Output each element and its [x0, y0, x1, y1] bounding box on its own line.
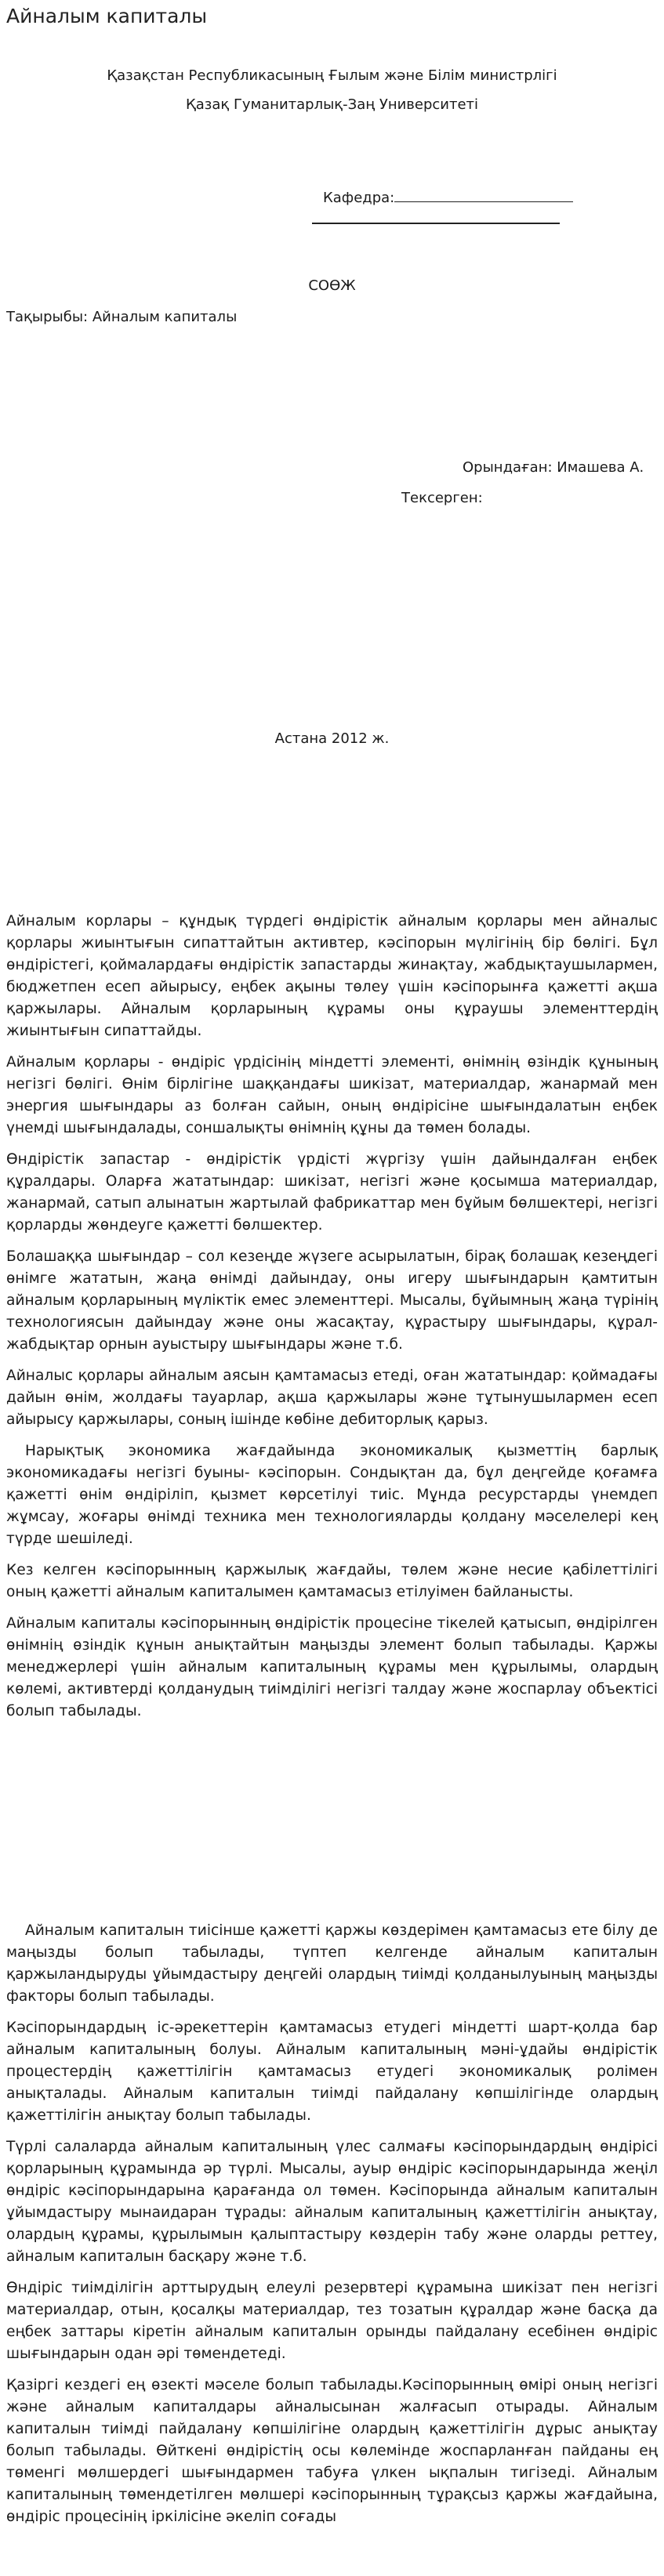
- paragraph: Нарықтық экономика жағдайында экономикалық қызметтің барлық экономикадағы негізгі буыны- кәсіпорын. Сондықтан да, бұл деңгейде қоғамға қажетті өнім өндіріліп, қызмет көрсетілуі тиіс. Мұнда ресурстарды үнемдеп жұмсау, жоғары өнімді техника мен технологияларды қолдану мәселелері кең түрде шешіледі.: [6, 1443, 658, 1547]
- reviewer-line: Тексерген:: [401, 490, 483, 506]
- document-title: Айналым капиталы: [6, 5, 208, 27]
- department-underline: [394, 201, 573, 202]
- paragraph: Айналым капиталы кәсіпорынның өндірістік процесіне тікелей қатысып, өндірілген өнімнің өзіндік құнын анықтайтын маңызды элемент болып табылады. Қаржы менеджерлері үшін айналым капиталының құрамы мен құрылымы, олардың көлемі, активтерді қолданудың тиімділігі негізгі талдау және жоспарлау объектісі болып табылады.: [6, 1615, 658, 1719]
- paragraph: Өндіріс тиімділігін арттырудың елеулі резервтері құрамына шикізат пен негізгі материалдар, отын, қосалқы материалдар, тез тозатын құралдар және басқа да еңбек заттары кіретін айналым капиталын орынды пайдалану есебінен өндіріс шығындарын одан әрі төмендетеді.: [6, 2280, 658, 2362]
- paragraph: Айналым қорлары - өндіріс үрдісінің міндетті элементі, өнімнің өзіндік құнының негізгі бөлігі. Өнім бірлігіне шаққандағы шикізат, материалдар, жанармай мен энергия шығындары аз болған сайын, оның өндірісіне шығындалатын еңбек үнемді шығындалады, соншалықты өнімнің құны да төмен болады.: [6, 1054, 658, 1136]
- paragraph: Кез келген кәсіпорынның қаржылық жағдайы, төлем және несие қабілеттілігі оның қажетті айналым капиталымен қамтамасыз етілуімен байланысты.: [6, 1562, 658, 1600]
- section-2: [6, 1920, 658, 2538]
- paragraph: Айналыс қорлары айналым аясын қамтамасыз етеді, оған жататындар: қоймадағы дайын өнім, жолдағы тауарлар, ақша қаржылары және тұтынушылармен есеп айырысу қаржылары, соның ішінде көбіне дебиторлық қарыз.: [6, 1368, 658, 1428]
- paragraph: Кәсіпорындардың іс-әрекеттерін қамтамасыз етудегі міндетті шарт-қолда бар айналым капиталының болуы. Айналым капиталының мәні-ұдайы өндірістік процестердің қажеттілігін қамтамасыз етудегі экономикалық ролімен анықталады. Айналым капиталын тиімді пайдалану көпшілігінде олардың қажеттілігін анықтау болып табылады.: [6, 2020, 658, 2124]
- performer-line: Орындаған: Имашева А.: [463, 459, 644, 476]
- paragraph: Қазіргі кездегі ең өзекті мәселе болып табылады.Кәсіпорынның өмірі оның негізгі және айналым капиталдары айналысынан жалғасып отырады. Айналым капиталын тиімді пайдалану көпшілігіне олардың қажеттілігін дұрыс анықтау болып табылады. Өйткені өндірістің осы көлемінде жоспарланған пайданы ең төменгі мөлшердегі шығындармен табуға үлкен ықпалын тигізеді. Айналым капиталының төмендетілген мөлшері кәсіпорынның тұрақсыз қаржы жағдайына, өндіріс процесінің іркілісіне әкеліп соғады: [6, 2377, 658, 2525]
- work-type: СОӨЖ: [308, 277, 356, 294]
- topic-line: Тақырыбы: Айналым капиталы: [6, 309, 238, 325]
- city-year: Астана 2012 ж.: [274, 730, 390, 747]
- department-underline-second: [312, 223, 560, 224]
- university-line: Қазақ Гуманитарлық-Заң Университеті: [185, 96, 479, 113]
- department-label: Кафедра:: [323, 190, 395, 206]
- paragraph: Болашаққа шығындар – сол кезеңде жүзеге асырылатын, бірақ болашақ кезеңдегі өнімге жататын, жаңа өнімді дайындау, оны игеру шығындарын қамтитын айналым қорларының мүліктік емес элементтері. Мысалы, бұйымның жаңа түрінің технологиясын дайындау және оны жасақтау, құрастыру шығындары, құрал-жабдықтар орнын ауыстыру шығындары және т.б.: [6, 1248, 658, 1353]
- paragraph: Өндірістік запастар - өндірістік үрдісті жүргізу үшін дайындалған еңбек құралдары. Оларға жататындар: шикізат, негізгі және қосымша материалдар, жанармай, сатып алынатын жартылай фабрикаттар мен бұйым бөлшектері, негізгі қорларды жөндеуге қажетті бөлшектер.: [6, 1151, 658, 1234]
- paragraph: Айналым капиталын тиісінше қажетті қаржы көздерімен қамтамасыз ете білу де маңызды болып табылады, түптеп келгенде айналым капиталын қаржыландыруды ұйымдастыру деңгейі олардың тиімді қолданылуының маңызды факторы болып табылады.: [6, 1922, 658, 2005]
- paragraph: Түрлі салаларда айналым капиталының үлес салмағы кәсіпорындардың өндірісі қорларының құрамында әр түрлі. Мысалы, ауыр өндіріс кәсіпорындарында жеңіл өндіріс кәсіпорындарына қарағанда ол төмен. Кәсіпорында айналым капиталын ұйымдастыру мынаидаран тұрады: айналым капиталының қажеттілігін анықтау, олардың құрамы, құрылымын қалыптастыру көздерін табу және оларды реттеу, айналым капиталын басқару және т.б.: [6, 2139, 658, 2265]
- section-1: [6, 911, 658, 1732]
- paragraph: Айналым корлары – құндық түрдегі өндірістік айналым қорлары мен айналыс қорлары жиынтығын сипаттайтын активтер, кәсіпорын мүлігінің бір бөлігі. Бұл өндірістегі, қоймалардағы өндірістік запастарды жинақтау, жабдықтаушылармен, бюджетпен есеп айырысу, еңбек ақыны төлеу үшін кәсіпорынға қажетті ақша қаржылары. Айналым қорларының құрамы оны құраушы элементтердің жиынтығын сипаттайды.: [6, 913, 658, 1039]
- ministry-line: Қазақстан Республикасының Ғылым және Білім министрлігі: [107, 67, 557, 84]
- department-field: [323, 188, 573, 208]
